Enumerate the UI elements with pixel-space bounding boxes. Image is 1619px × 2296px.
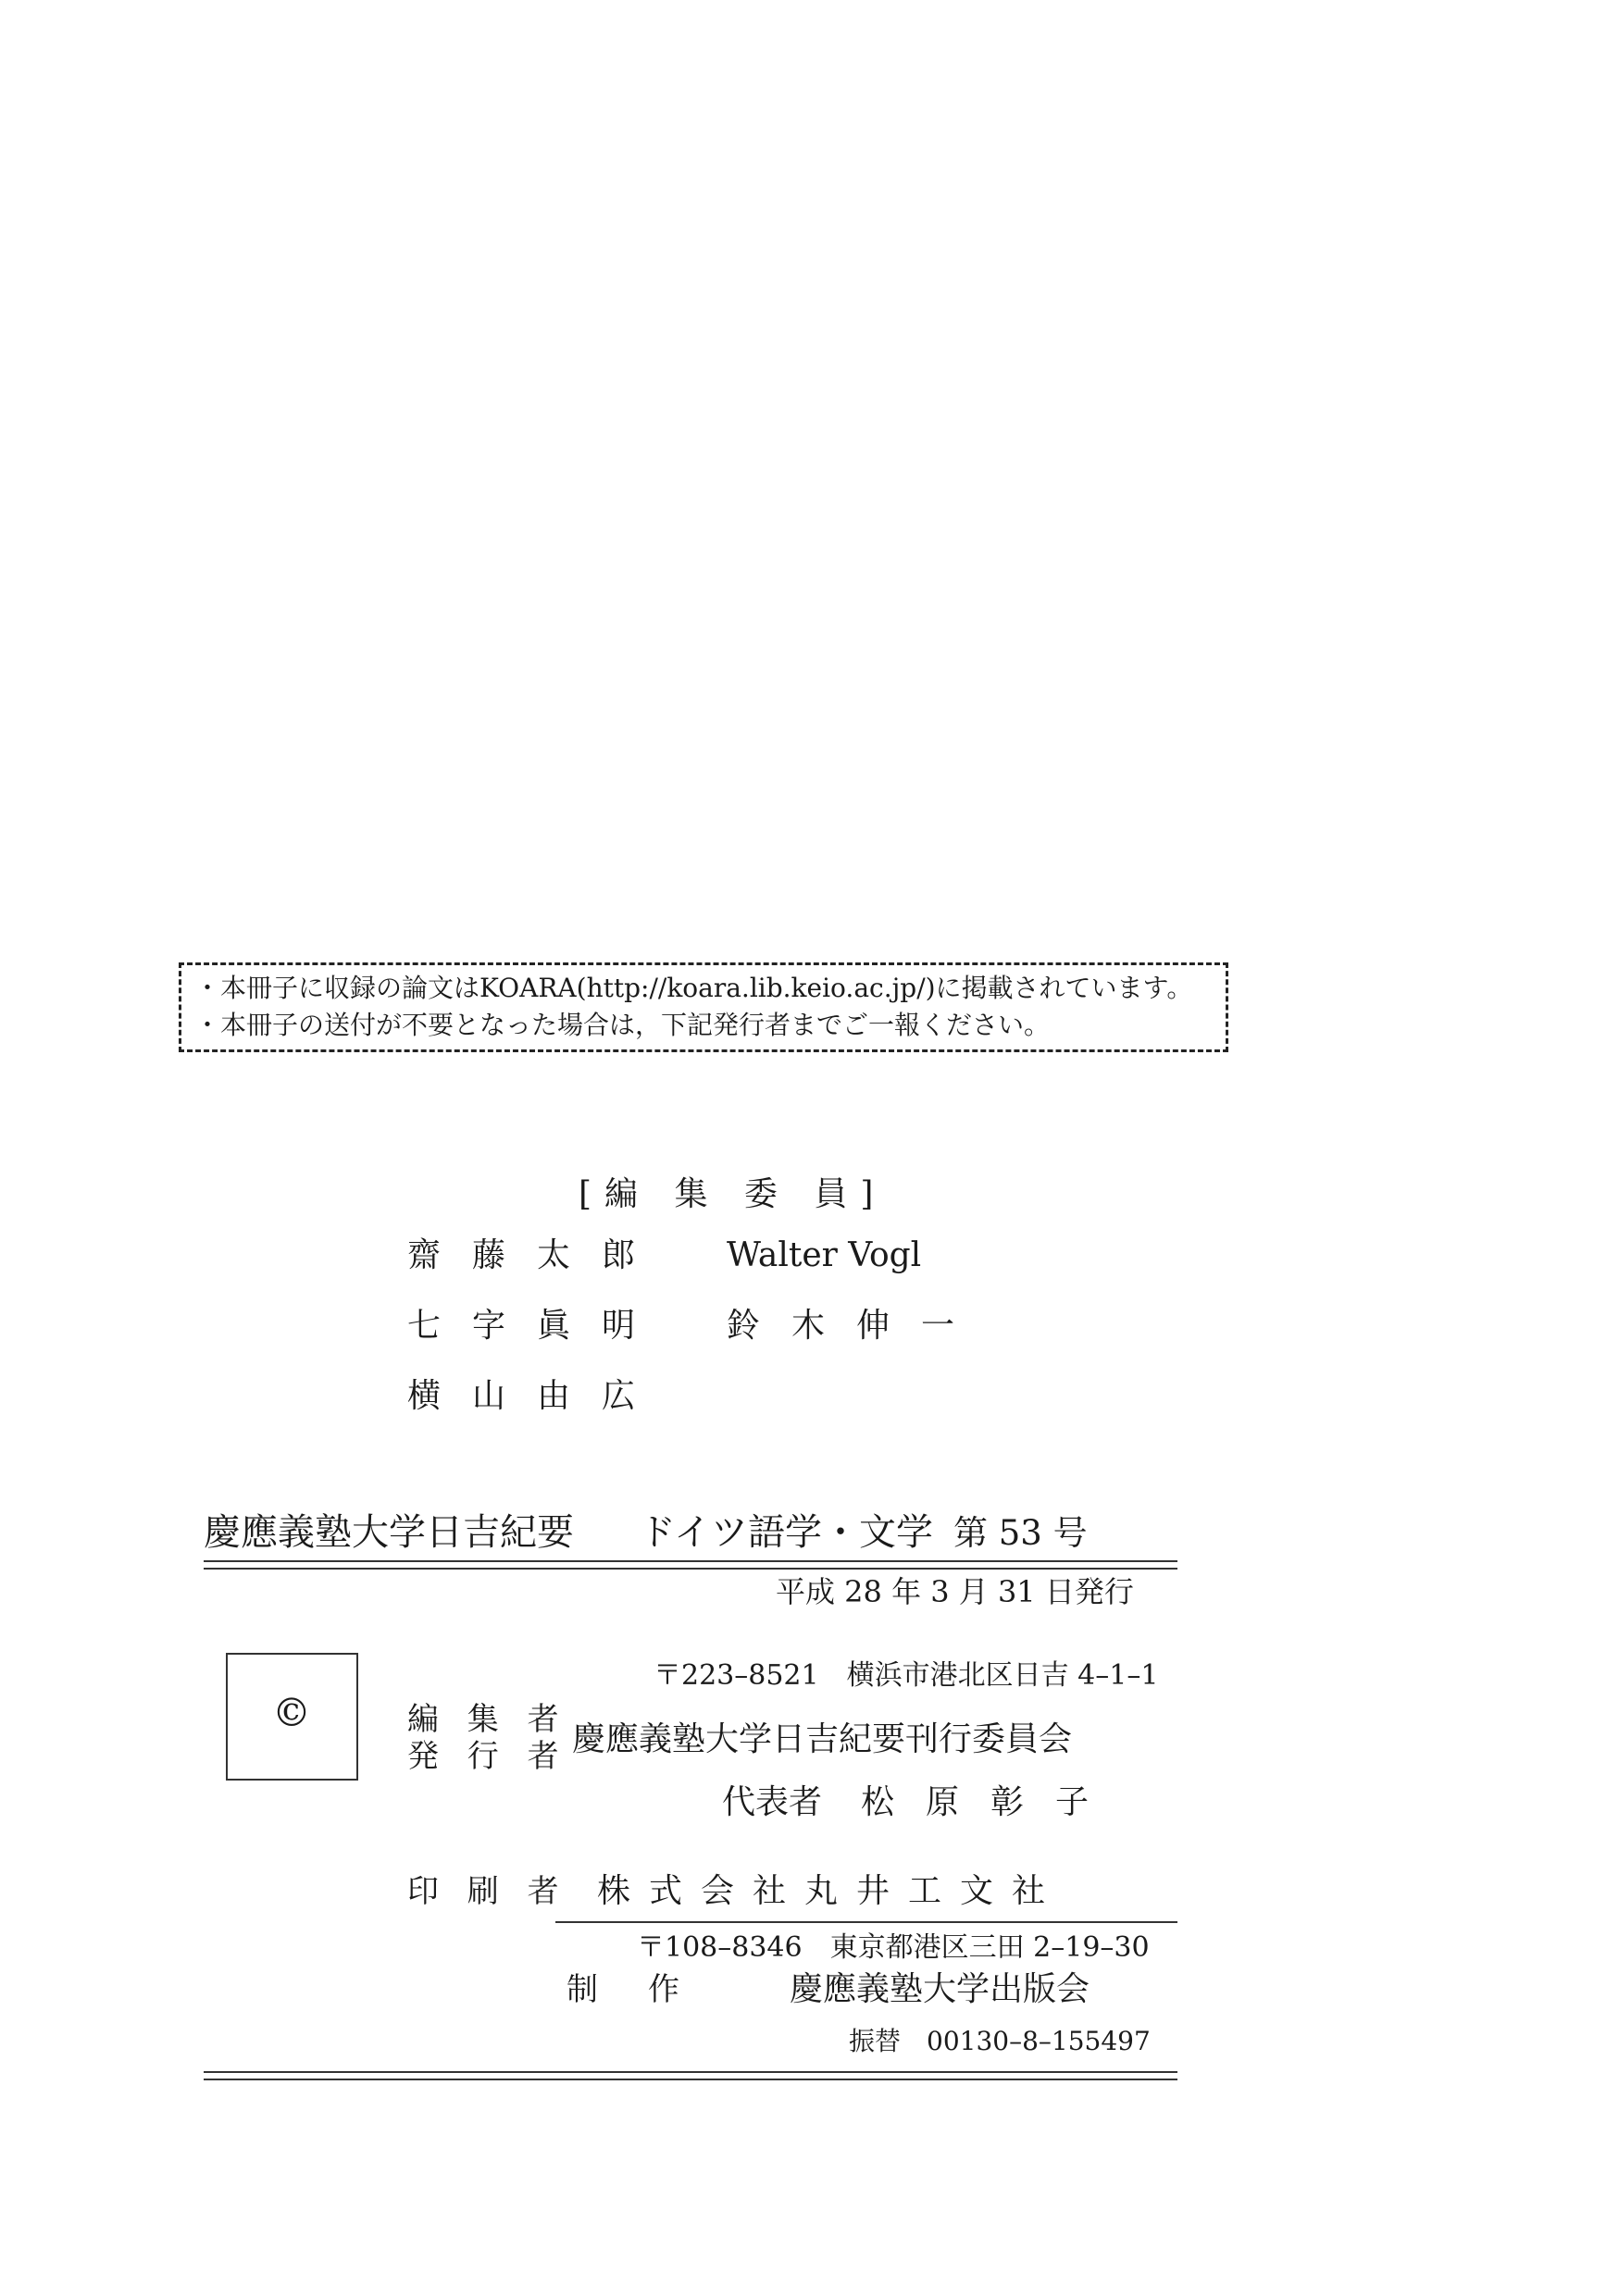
editor-label: 編 集 者 — [407, 1701, 568, 1738]
journal-title: 慶應義塾大学日吉紀要 — [204, 1511, 574, 1554]
copyright-symbol: © — [272, 1690, 311, 1735]
publisher-address: 〒223–8521 横浜市港北区日吉 4–1–1 — [654, 1659, 1159, 1692]
publication-date: 平成 28 年 3 月 31 日発行 — [776, 1574, 1134, 1609]
committee-heading: [編 集 委 員] — [579, 1175, 887, 1213]
committee-member: Walter Vogl — [727, 1236, 922, 1274]
footer-rule-bottom — [204, 2079, 1177, 2080]
journal-issue: 第 53 号 — [953, 1513, 1088, 1553]
notice-line-koara: ・本冊子に収録の論文はKOARA(http://koara.lib.keio.ac.jp/)に掲載されています。 — [194, 973, 1193, 1003]
producer-label: 制 作 — [567, 1971, 689, 2008]
committee-member: 鈴木伸一 — [727, 1307, 987, 1345]
representative-label: 代表者 — [722, 1783, 823, 1821]
copyright-box — [226, 1653, 358, 1781]
committee-member: 横山由広 — [407, 1377, 667, 1415]
title-rule-top — [204, 1560, 1177, 1562]
transfer-account: 振替 00130–8–155497 — [849, 2026, 1151, 2056]
printer-label: 印 刷 者 — [407, 1873, 568, 1910]
committee-member: 七字眞明 — [407, 1307, 667, 1345]
notice-line-unsubscribe: ・本冊子の送付が不要となった場合は，下記発行者までご一報ください。 — [194, 1010, 1051, 1040]
committee-member: 齋藤太郎 — [407, 1236, 667, 1274]
publisher-name: 慶應義塾大学日吉紀要刊行委員会 — [572, 1720, 1073, 1758]
footer-rule-top — [204, 2071, 1177, 2073]
journal-subtitle: ドイツ語学・文学 — [639, 1511, 933, 1554]
notice-box — [179, 962, 1228, 1052]
producer-address: 〒108–8346 東京都港区三田 2–19–30 — [637, 1931, 1150, 1964]
printer-name: 株式会社丸井工文社 — [597, 1872, 1065, 1910]
title-rule-bottom — [204, 1568, 1177, 1570]
printer-rule — [555, 1921, 1177, 1923]
publisher-label: 発 行 者 — [407, 1738, 568, 1775]
representative-name: 松原彰子 — [861, 1783, 1121, 1821]
producer-name: 慶應義塾大学出版会 — [790, 1970, 1090, 2008]
